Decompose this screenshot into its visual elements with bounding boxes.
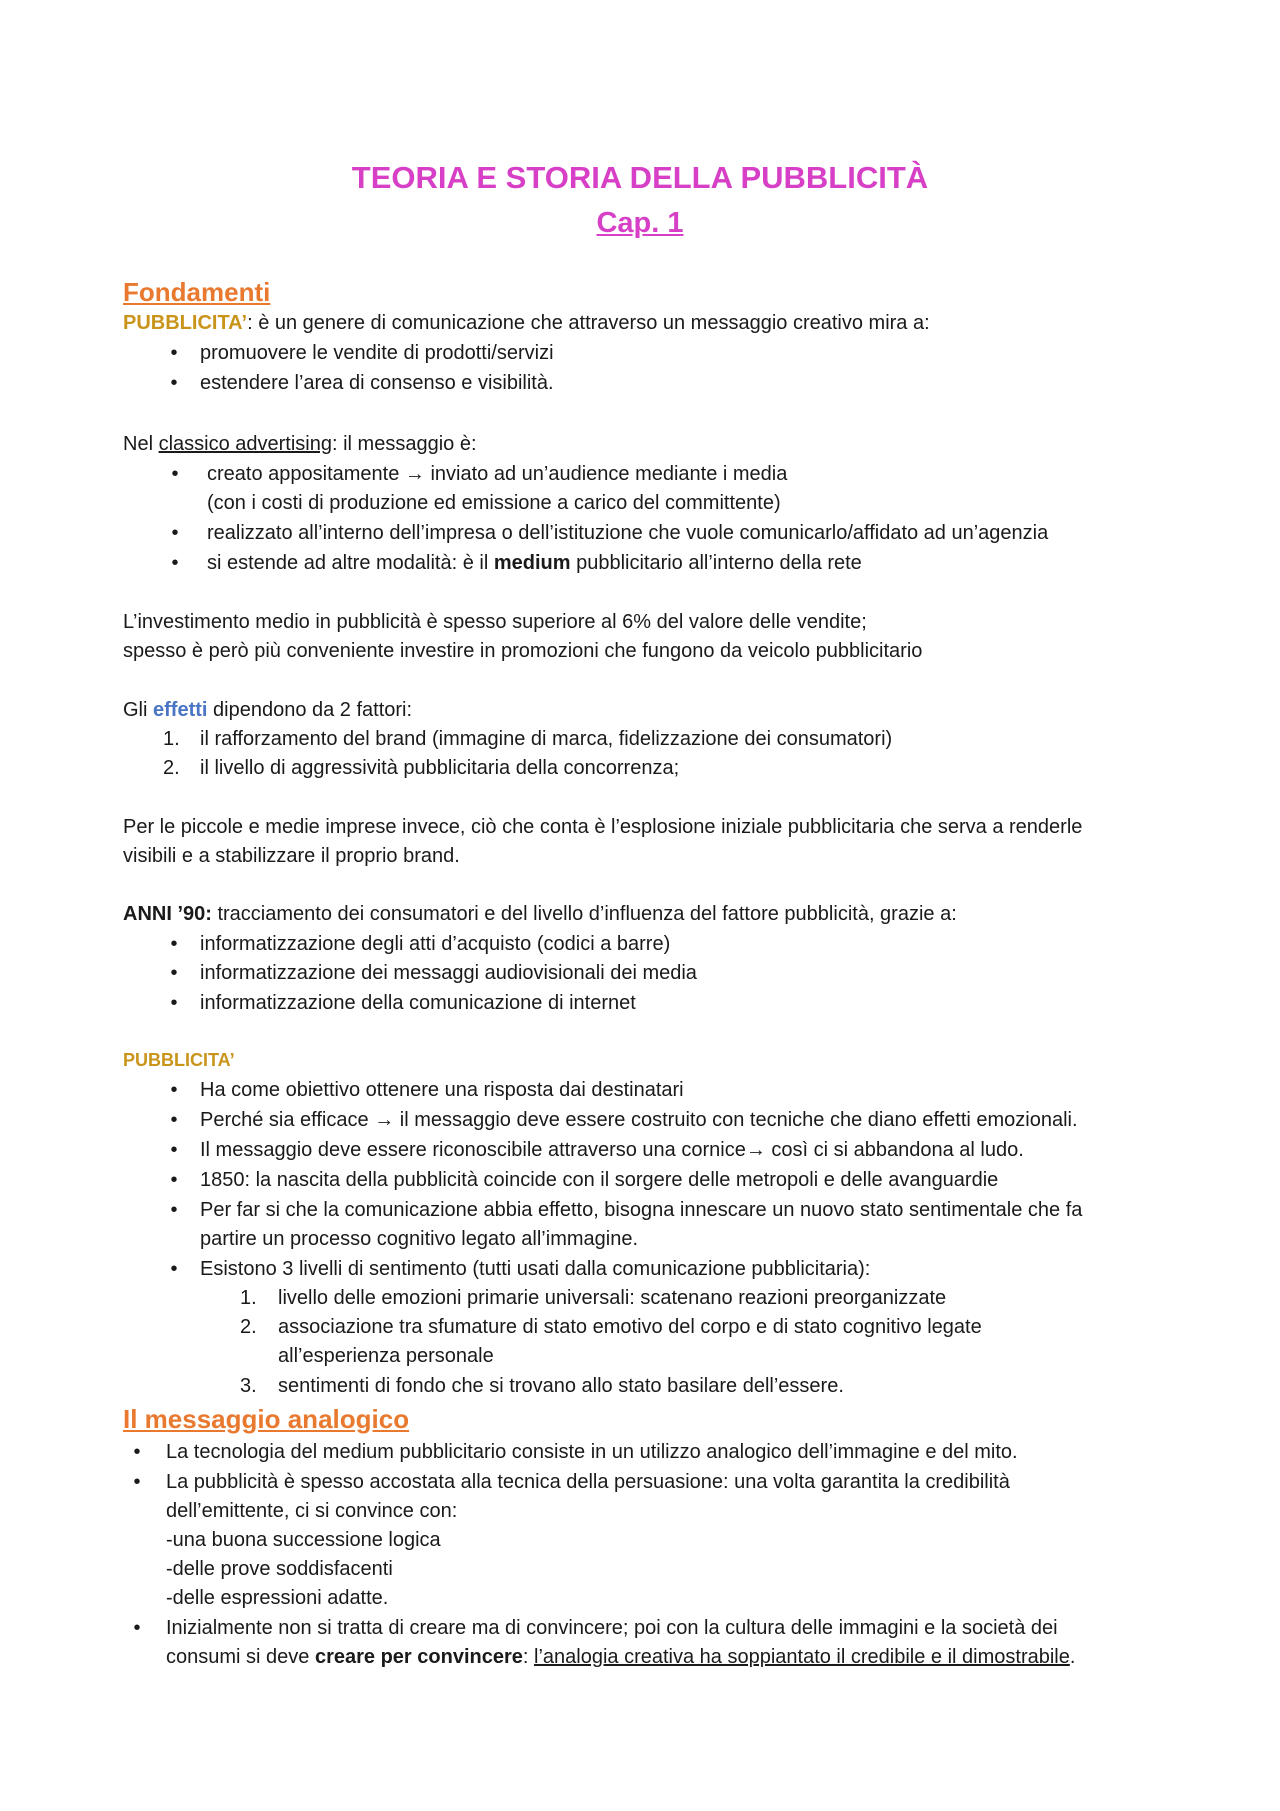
arrow-right-icon: → (374, 1109, 395, 1131)
bullet: • (170, 1169, 178, 1191)
definition-line: PUBBLICITA’: è un genere di comunicazione che attraverso un messaggio creativo mira a: (123, 312, 930, 334)
bullet: • (170, 1109, 178, 1131)
list-item: creato appositamente → inviato ad un’audience mediante i media (207, 463, 788, 485)
list-item: informatizzazione degli atti d’acquisto (codici a barre) (200, 933, 671, 955)
paragraph-line: spesso è però più conveniente investire in promozioni che fungono da veicolo pubblicitario (123, 640, 923, 662)
list-number: 1. (163, 728, 180, 750)
nineties-line: ANNI ’90: tracciamento dei consumatori e del livello d’influenza del fattore pubblicità, grazie a: (123, 903, 957, 925)
list-number: 3. (240, 1375, 257, 1397)
paragraph-line: visibili e a stabilizzare il proprio brand. (123, 845, 460, 867)
bullet: • (170, 933, 178, 955)
bullet: • (171, 552, 179, 574)
bullet: • (170, 1199, 178, 1221)
list-number: 2. (240, 1316, 257, 1338)
list-item: 1850: la nascita della pubblicità coincide con il sorgere delle metropoli e delle avanguardie (200, 1169, 999, 1191)
section-heading-fondamenti: Fondamenti (123, 277, 271, 307)
list-item-continuation: consumi si deve creare per convincere: l’analogia creativa ha soppiantato il credibile e il dimostrabile. (166, 1646, 1076, 1668)
list-item: Esistono 3 livelli di sentimento (tutti usati dalla comunicazione pubblicitaria): (200, 1258, 871, 1280)
list-number: 1. (240, 1287, 257, 1309)
list-item: La tecnologia del medium pubblicitario consiste in un utilizzo analogico dell’immagine e del mito. (166, 1441, 1018, 1463)
list-item: il livello di aggressività pubblicitaria della concorrenza; (200, 757, 680, 779)
page-title: TEORIA E STORIA DELLA PUBBLICITÀ (351, 160, 929, 195)
bullet: • (133, 1471, 141, 1493)
list-item: Inizialmente non si tratta di creare ma di convincere; poi con la cultura delle immagini e la società dei (166, 1617, 1058, 1639)
list-item-continuation: (con i costi di produzione ed emissione a carico del committente) (207, 492, 781, 514)
bullet: • (170, 992, 178, 1014)
pubblicita-term: PUBBLICITA’ (123, 1050, 235, 1070)
bullet: • (170, 1079, 178, 1101)
page-subtitle: Cap. 1 (596, 207, 684, 239)
list-item: Perché sia efficace → il messaggio deve essere costruito con tecniche che diano effetti emozionali. (200, 1109, 1078, 1131)
list-item: livello delle emozioni primarie universali: scatenano reazioni preorganizzate (278, 1287, 947, 1309)
list-item-continuation: -una buona successione logica (166, 1529, 441, 1551)
arrow-right-icon: → (404, 463, 425, 485)
effects-line: Gli effetti dipendono da 2 fattori: (123, 699, 413, 721)
list-item: Per far si che la comunicazione abbia effetto, bisogna innescare un nuovo stato sentimentale che fa (200, 1199, 1083, 1221)
classic-advertising-line: Nel classico advertising: il messaggio è: (123, 433, 477, 455)
list-item: realizzato all’interno dell’impresa o dell’istituzione che vuole comunicarlo/affidato ad un’agenzia (207, 522, 1049, 544)
bullet: • (170, 372, 178, 394)
arrow-right-icon: → (745, 1139, 766, 1161)
list-item: Il messaggio deve essere riconoscibile attraverso una cornice→ così ci si abbandona al ludo. (200, 1139, 1024, 1161)
list-item-continuation: partire un processo cognitivo legato all’immagine. (200, 1228, 639, 1250)
definition-term: PUBBLICITA’ (123, 312, 248, 334)
list-item: Ha come obiettivo ottenere una risposta dai destinatari (200, 1079, 684, 1101)
paragraph-line: L’investimento medio in pubblicità è spesso superiore al 6% del valore delle vendite; (123, 611, 867, 633)
list-item: si estende ad altre modalità: è il medium pubblicitario all’interno della rete (207, 552, 862, 574)
paragraph-line: Per le piccole e medie imprese invece, ciò che conta è l’esplosione iniziale pubblicitaria che serva a renderle (123, 816, 1083, 838)
section-heading-messaggio-analogico: Il messaggio analogico (123, 1404, 410, 1434)
list-item-continuation: dell’emittente, ci si convince con: (166, 1500, 458, 1522)
list-item: informatizzazione della comunicazione di internet (200, 992, 636, 1014)
list-item: sentimenti di fondo che si trovano allo stato basilare dell’essere. (278, 1375, 844, 1397)
list-item-continuation: -delle prove soddisfacenti (166, 1558, 393, 1580)
bullet: • (170, 962, 178, 984)
list-item: promuovere le vendite di prodotti/servizi (200, 342, 554, 364)
list-item: associazione tra sfumature di stato emotivo del corpo e di stato cognitivo legate (278, 1316, 982, 1338)
bullet: • (133, 1441, 141, 1463)
bullet: • (170, 342, 178, 364)
bullet: • (170, 1258, 178, 1280)
list-item: estendere l’area di consenso e visibilità. (200, 372, 554, 394)
list-item-continuation: -delle espressioni adatte. (166, 1587, 389, 1609)
list-item: il rafforzamento del brand (immagine di marca, fidelizzazione dei consumatori) (200, 728, 893, 750)
list-number: 2. (163, 757, 180, 779)
bullet: • (171, 463, 179, 485)
list-item: La pubblicità è spesso accostata alla tecnica della persuasione: una volta garantita la credibilità (166, 1471, 1010, 1493)
bullet: • (170, 1139, 178, 1161)
list-item-continuation: all’esperienza personale (278, 1345, 494, 1367)
bullet: • (171, 522, 179, 544)
list-item: informatizzazione dei messaggi audiovisionali dei media (200, 962, 697, 984)
bullet: • (133, 1617, 141, 1639)
